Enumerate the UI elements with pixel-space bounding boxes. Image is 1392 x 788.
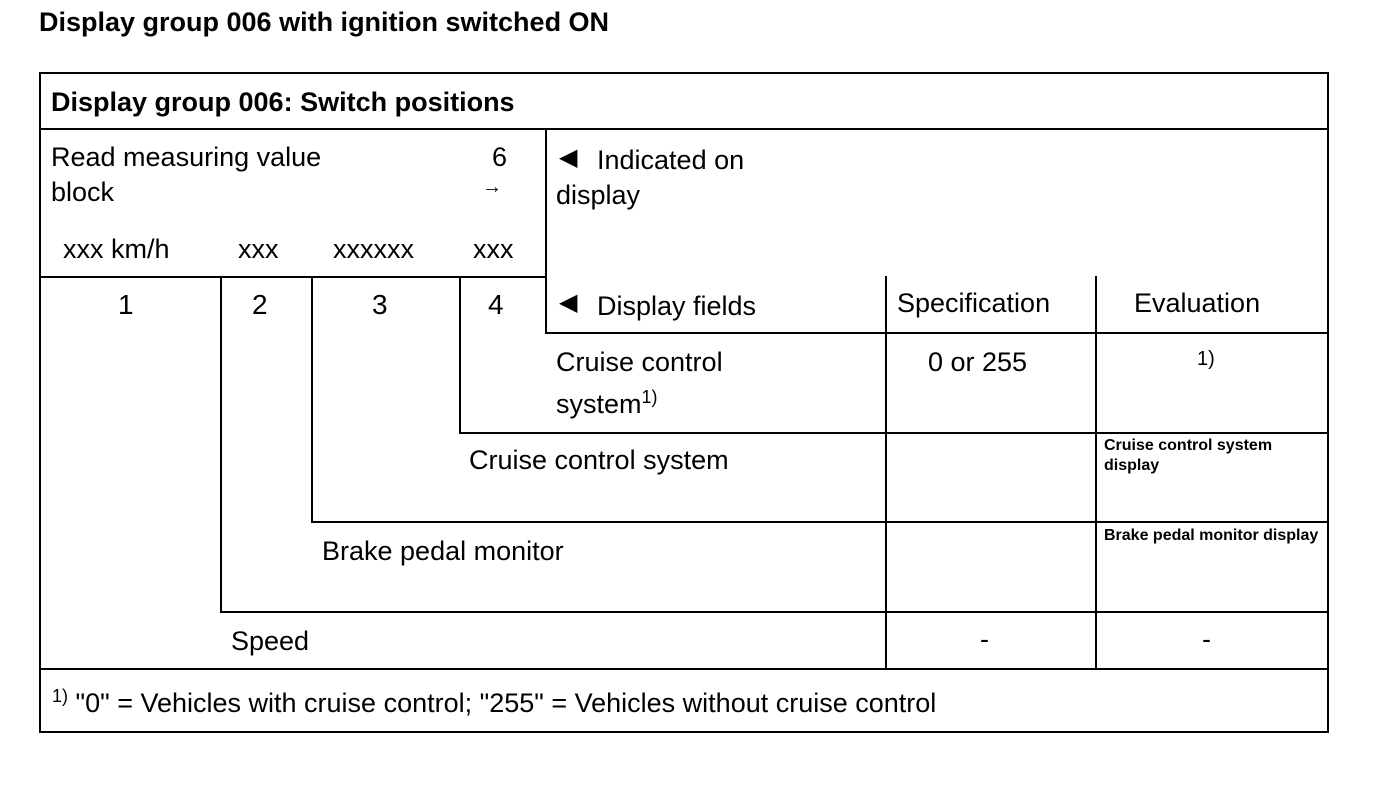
divider-evaluation xyxy=(1095,276,1097,669)
row-2-name: Cruise control system xyxy=(469,445,729,475)
divider-specification xyxy=(885,276,887,669)
row-1-specification: 0 or 255 xyxy=(928,347,1028,377)
row-4-name: Speed xyxy=(231,626,310,656)
read-block-label-line2: block xyxy=(51,177,115,207)
row-4-evaluation: - xyxy=(1202,624,1211,654)
field-4-placeholder: xxx xyxy=(473,234,514,264)
block-number: 6 xyxy=(492,142,508,172)
read-block-label-line1: Read measuring value xyxy=(51,142,322,172)
field-3-placeholder: xxxxxx xyxy=(333,234,414,264)
row-2-evaluation: Cruise control system display xyxy=(1104,437,1273,474)
header-specification: Specification xyxy=(897,288,1051,318)
table-title: Display group 006: Switch positions xyxy=(51,87,515,117)
footnote-text: "0" = Vehicles with cruise control; "255" = Vehicles without cruise control xyxy=(68,688,937,718)
field-number-3: 3 xyxy=(372,289,388,320)
footnote-marker: 1) xyxy=(52,686,69,706)
row-1-evaluation: 1) xyxy=(1197,348,1215,370)
row-1-name-line1: Cruise control xyxy=(556,347,723,377)
field-1-placeholder: xxx km/h xyxy=(63,234,170,264)
header-evaluation: Evaluation xyxy=(1134,288,1261,318)
bracket-field-2 xyxy=(220,276,222,613)
footnote xyxy=(52,688,936,719)
divider-indicated xyxy=(545,128,547,334)
rule-under-fields xyxy=(39,276,546,278)
field-number-1: 1 xyxy=(118,289,134,320)
row-3-evaluation: Brake pedal monitor display xyxy=(1104,527,1319,544)
field-number-2: 2 xyxy=(252,289,268,320)
indicated-label-line2: display xyxy=(556,180,641,210)
row-1-footnote-marker: 1) xyxy=(641,387,658,407)
bracket-field-4 xyxy=(459,276,461,434)
page-title: Display group 006 with ignition switched ON xyxy=(39,7,610,37)
row-3-name: Brake pedal monitor xyxy=(322,536,564,566)
row-4-specification: - xyxy=(980,624,989,654)
arrow-right-icon: → xyxy=(482,176,502,198)
rule-row-3 xyxy=(220,611,1329,613)
field-2-placeholder: xxx xyxy=(238,234,279,264)
triangle-left-icon: ◀ xyxy=(559,289,578,316)
indicated-label-line1: Indicated on xyxy=(597,145,745,175)
header-display-fields: Display fields xyxy=(597,291,757,321)
bracket-field-3 xyxy=(311,276,313,523)
rule-row-2 xyxy=(311,521,1329,523)
rule-above-footnote xyxy=(39,668,1329,670)
rule-row-1 xyxy=(459,432,1329,434)
rule-under-title xyxy=(39,128,1329,130)
triangle-left-icon: ◀ xyxy=(559,144,578,171)
field-number-4: 4 xyxy=(488,289,504,320)
row-1-name-line2: system$^{1)}$ xyxy=(556,387,658,419)
rule-under-headers xyxy=(545,332,1329,334)
